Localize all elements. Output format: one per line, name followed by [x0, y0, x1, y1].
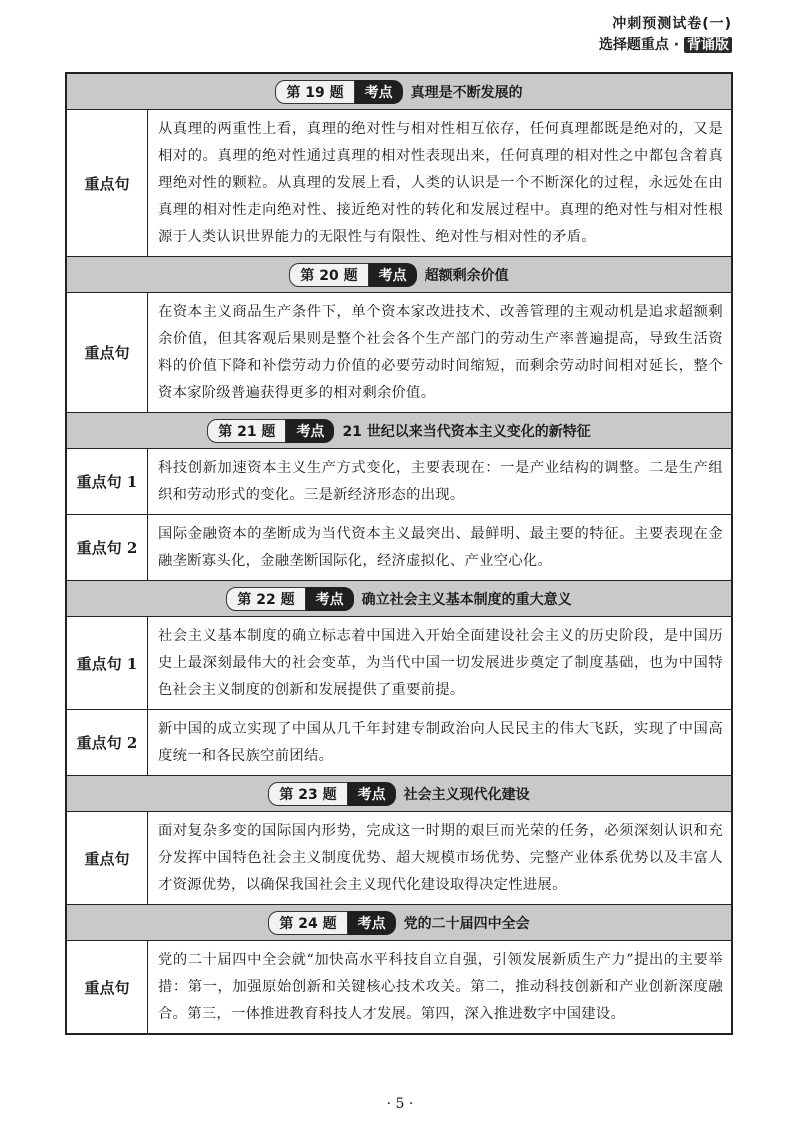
topic-title: 21 世纪以来当代资本主义变化的新特征	[342, 423, 591, 440]
kaodian-badge: 考点	[369, 263, 417, 287]
row-label: 重点句 2	[67, 515, 148, 580]
table-row	[67, 941, 731, 1033]
row-label: 重点句	[67, 293, 148, 412]
table-row	[67, 710, 731, 776]
question-number: 第 21 题	[207, 419, 286, 443]
question-number: 第 24 题	[268, 911, 347, 935]
header-sub-text: 选择题重点 ·	[598, 37, 684, 53]
row-content: 在资本主义商品生产条件下，单个资本家改进技术、改善管理的主观动机是追求超额剩余价值，但其客观后果则是整个社会各个生产部门的劳动生产率普遍提高，导致生活资料的价值下降和补偿劳动力价值的必要劳动时间缩短，而剩余劳动时间相对延长，整个资本家阶级普遍获得更多的相对剩余价值。	[158, 304, 723, 401]
question-number: 第 19 题	[275, 80, 354, 104]
row-content: 党的二十届四中全会就“加快高水平科技自立自强，引领发展新质生产力”提出的主要举措：第一，加强原始创新和关键核心技术攻关。第二，推动科技创新和产业创新深度融合。第三，一体推进教育科技人才发展。第四，深入推进数字中国建设。	[158, 952, 723, 1022]
page-header	[599, 14, 732, 56]
topic-header	[67, 776, 731, 812]
topic-title: 确立社会主义基本制度的重大意义	[361, 591, 572, 608]
table-row	[67, 293, 731, 413]
row-label: 重点句	[67, 812, 148, 904]
kaodian-badge: 考点	[348, 911, 396, 935]
topic-header	[67, 581, 731, 617]
row-label: 重点句	[67, 941, 148, 1033]
table-row	[67, 617, 731, 710]
kaodian-badge: 考点	[355, 80, 403, 104]
topic-header	[67, 257, 731, 293]
topic-title: 党的二十届四中全会	[403, 915, 530, 932]
row-content: 新中国的成立实现了中国从几千年封建专制政治向人民民主的伟大飞跃，实现了中国高度统一和各民族空前团结。	[158, 721, 723, 764]
key-points-table	[65, 72, 733, 1035]
topic-title: 社会主义现代化建设	[403, 786, 530, 803]
header-title: 冲刺预测试卷(一)	[612, 16, 732, 32]
row-label: 重点句 2	[67, 710, 148, 775]
topic-header	[67, 413, 731, 449]
row-label: 重点句 1	[67, 449, 148, 514]
question-number: 第 20 题	[289, 263, 368, 287]
question-number: 第 22 题	[226, 587, 305, 611]
topic-title: 真理是不断发展的	[410, 84, 523, 101]
kaodian-badge: 考点	[306, 587, 354, 611]
table-row	[67, 110, 731, 257]
question-number: 第 23 题	[268, 782, 347, 806]
table-row	[67, 515, 731, 581]
topic-header	[67, 74, 731, 110]
row-content: 科技创新加速资本主义生产方式变化，主要表现在：一是产业结构的调整。二是生产组织和劳动形式的变化。三是新经济形态的出现。	[158, 460, 723, 503]
kaodian-badge: 考点	[286, 419, 334, 443]
row-label: 重点句 1	[67, 617, 148, 709]
row-label: 重点句	[67, 110, 148, 256]
table-row	[67, 449, 731, 515]
topic-header	[67, 905, 731, 941]
row-content: 社会主义基本制度的确立标志着中国进入开始全面建设社会主义的历史阶段，是中国历史上最深刻最伟大的社会变革，为当代中国一切发展进步奠定了制度基础，也为中国特色社会主义制度的创新和发展提供了重要前提。	[158, 628, 723, 698]
row-content: 从真理的两重性上看，真理的绝对性与相对性相互依存，任何真理都既是绝对的，又是相对的。真理的绝对性通过真理的相对性表现出来，任何真理的相对性之中都包含着真理绝对性的颗粒。从真理的发展上看，人类的认识是一个不断深化的过程，永远处在由真理的相对性走向绝对性、接近绝对性的转化和发展过程中。真理的绝对性与相对性根源于人类认识世界能力的无限性与有限性、绝对性与相对性的矛盾。	[158, 121, 723, 245]
row-content: 国际金融资本的垄断成为当代资本主义最突出、最鲜明、最主要的特征。主要表现在金融垄断寡头化，金融垄断国际化，经济虚拟化、产业空心化。	[158, 526, 723, 569]
header-subtitle	[599, 34, 732, 56]
kaodian-badge: 考点	[348, 782, 396, 806]
table-row	[67, 812, 731, 905]
page-number: · 5 ·	[386, 1096, 414, 1112]
header-sub-tag: 背诵版	[684, 37, 732, 53]
topic-title: 超额剩余价值	[424, 267, 509, 284]
row-content: 面对复杂多变的国际国内形势，完成这一时期的艰巨而光荣的任务，必须深刻认识和充分发挥中国特色社会主义制度优势、超大规模市场优势、完整产业体系优势以及丰富人才资源优势，以确保我国社会主义现代化建设取得决定性进展。	[158, 823, 723, 893]
